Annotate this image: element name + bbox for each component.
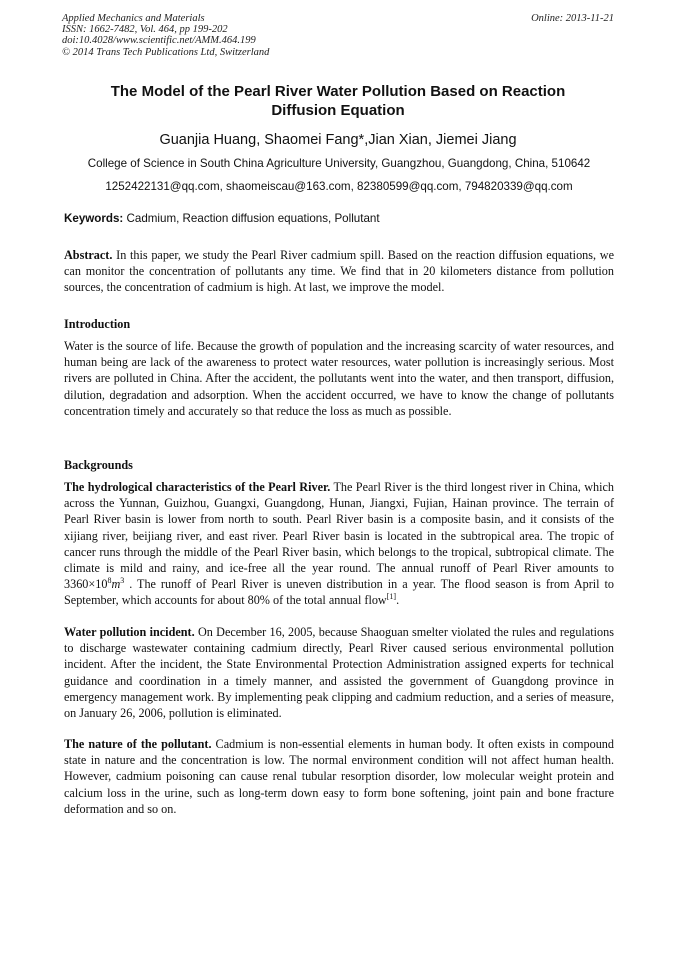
formula-unit: m (111, 577, 121, 592)
runoff-formula (64, 577, 124, 591)
formula-unit-exponent: 3 (120, 576, 125, 586)
formula-base: 3360×10 (64, 577, 108, 592)
pollutant-label: The nature of the pollutant. (64, 737, 212, 751)
abstract-label: Abstract. (64, 248, 113, 262)
title-line-1: The Model of the Pearl River Water Pollution Based on Reaction (110, 83, 566, 100)
abstract-text: In this paper, we study the Pearl River cadmium spill. Based on the reaction diffusion equations, we can monitor the concentration of pollutants any time. We find that in 20 kilometers distance from pollution sources, the concentration of cadmium is high. At last, we improve the model. (64, 248, 614, 295)
journal-header (62, 13, 269, 58)
journal-issn: ISSN: 1662-7482, Vol. 464, pp 199-202 (62, 24, 228, 36)
pollutant-paragraph (64, 736, 614, 817)
journal-copyright: © 2014 Trans Tech Publications Ltd, Switzerland (62, 46, 270, 58)
paper-title (62, 82, 614, 120)
keywords (64, 212, 380, 226)
author-emails: 1252422131@qq.com, shaomeiscau@163.com, 82380599@qq.com, 794820339@qq.com (105, 180, 573, 193)
keywords-label: Keywords: (64, 212, 124, 225)
backgrounds-heading: Backgrounds (64, 458, 133, 472)
abstract (64, 247, 614, 296)
keywords-text: Cadmium, Reaction diffusion equations, Pollutant (123, 212, 380, 225)
affiliation: College of Science in South China Agriculture University, Guangzhou, Guangdong, China, 510642 (87, 157, 591, 170)
author-list: Guanjia Huang, Shaomei Fang*,Jian Xian, Jiemei Jiang (159, 132, 517, 148)
hydrology-label: The hydrological characteristics of the Pearl River. (64, 480, 331, 494)
hydrology-text-cont: . The runoff of Pearl River is uneven distribution in a year. The flood season is from April to September, which accounts for about 80% of the total annual flow (64, 577, 614, 608)
incident-text: On December 16, 2005, because Shaoguan smelter violated the rules and regulations to discharge wastewater containing cadmium directly, Pearl River caused serious environmental pollution incident. After the incident, the State Environmental Protection Administration assigned experts for technical guidance and coordination in a timely manner, and assisted the government of Guangdong province in emergency management work. By implementing peak clipping and cadmium reduction, and a series of measure, on January 26, 2006, pollution is eliminated. (64, 625, 614, 721)
pollutant-text: Cadmium is non-essential elements in human body. It often exists in compound state in nature and the concentration is low. The normal environment condition will not affect human health. However, cadmium poisoning can cause renal tubular resorption disorder, low molecular weight protein and calcium loss in the urine, such as long-term down easy to form bone softening, joint pain and bone fracture deformation and so on. (64, 737, 614, 816)
hydrology-end: . (396, 593, 400, 608)
online-date: Online: 2013-11-21 (531, 13, 614, 24)
introduction-heading: Introduction (64, 317, 131, 331)
incident-label: Water pollution incident. (64, 625, 195, 639)
journal-doi: doi:10.4028/www.scientific.net/AMM.464.199 (62, 35, 256, 47)
incident-paragraph (64, 624, 614, 721)
hydrology-text: The Pearl River is the third longest river in China, which across the Yunnan, Guizhou, Guangxi, Guangdong, Hunan, Jiangxi, Fujian, Hainan province. The terrain of Pearl River basin is lower from north to south. Pearl River basin is a composite basin, and it consists of the xijiang river, beijiang river, and east river. Pearl River basin is located in the subtropical area. The tropic of cancer runs through the middle of the Pearl River basin, which belongs to the tropical, subtropical climate. The climate is mild and rainy, and ice-free all the year round. The annual runoff of Pearl River amounts to (64, 480, 614, 576)
hydrology-paragraph (64, 479, 614, 609)
formula-exponent: 8 (107, 576, 112, 586)
citation-1: [1] (386, 592, 397, 602)
title-line-2: Diffusion Equation (271, 102, 405, 119)
journal-name: Applied Mechanics and Materials (62, 13, 205, 24)
introduction-text: Water is the source of life. Because the growth of population and the increasing scarcity of water resources, and human being are lack of the awareness to protect water resources, water pollution is increasingly serious. Most rivers are polluted in China. After the accident, the pollutants went into the water, and then transport, diffusion, dilution, degradation and adsorption. When the accident occurred, we have to know the change of pollutants concentration timely and accurately so that reduce the loss as much as possible. (64, 339, 614, 418)
